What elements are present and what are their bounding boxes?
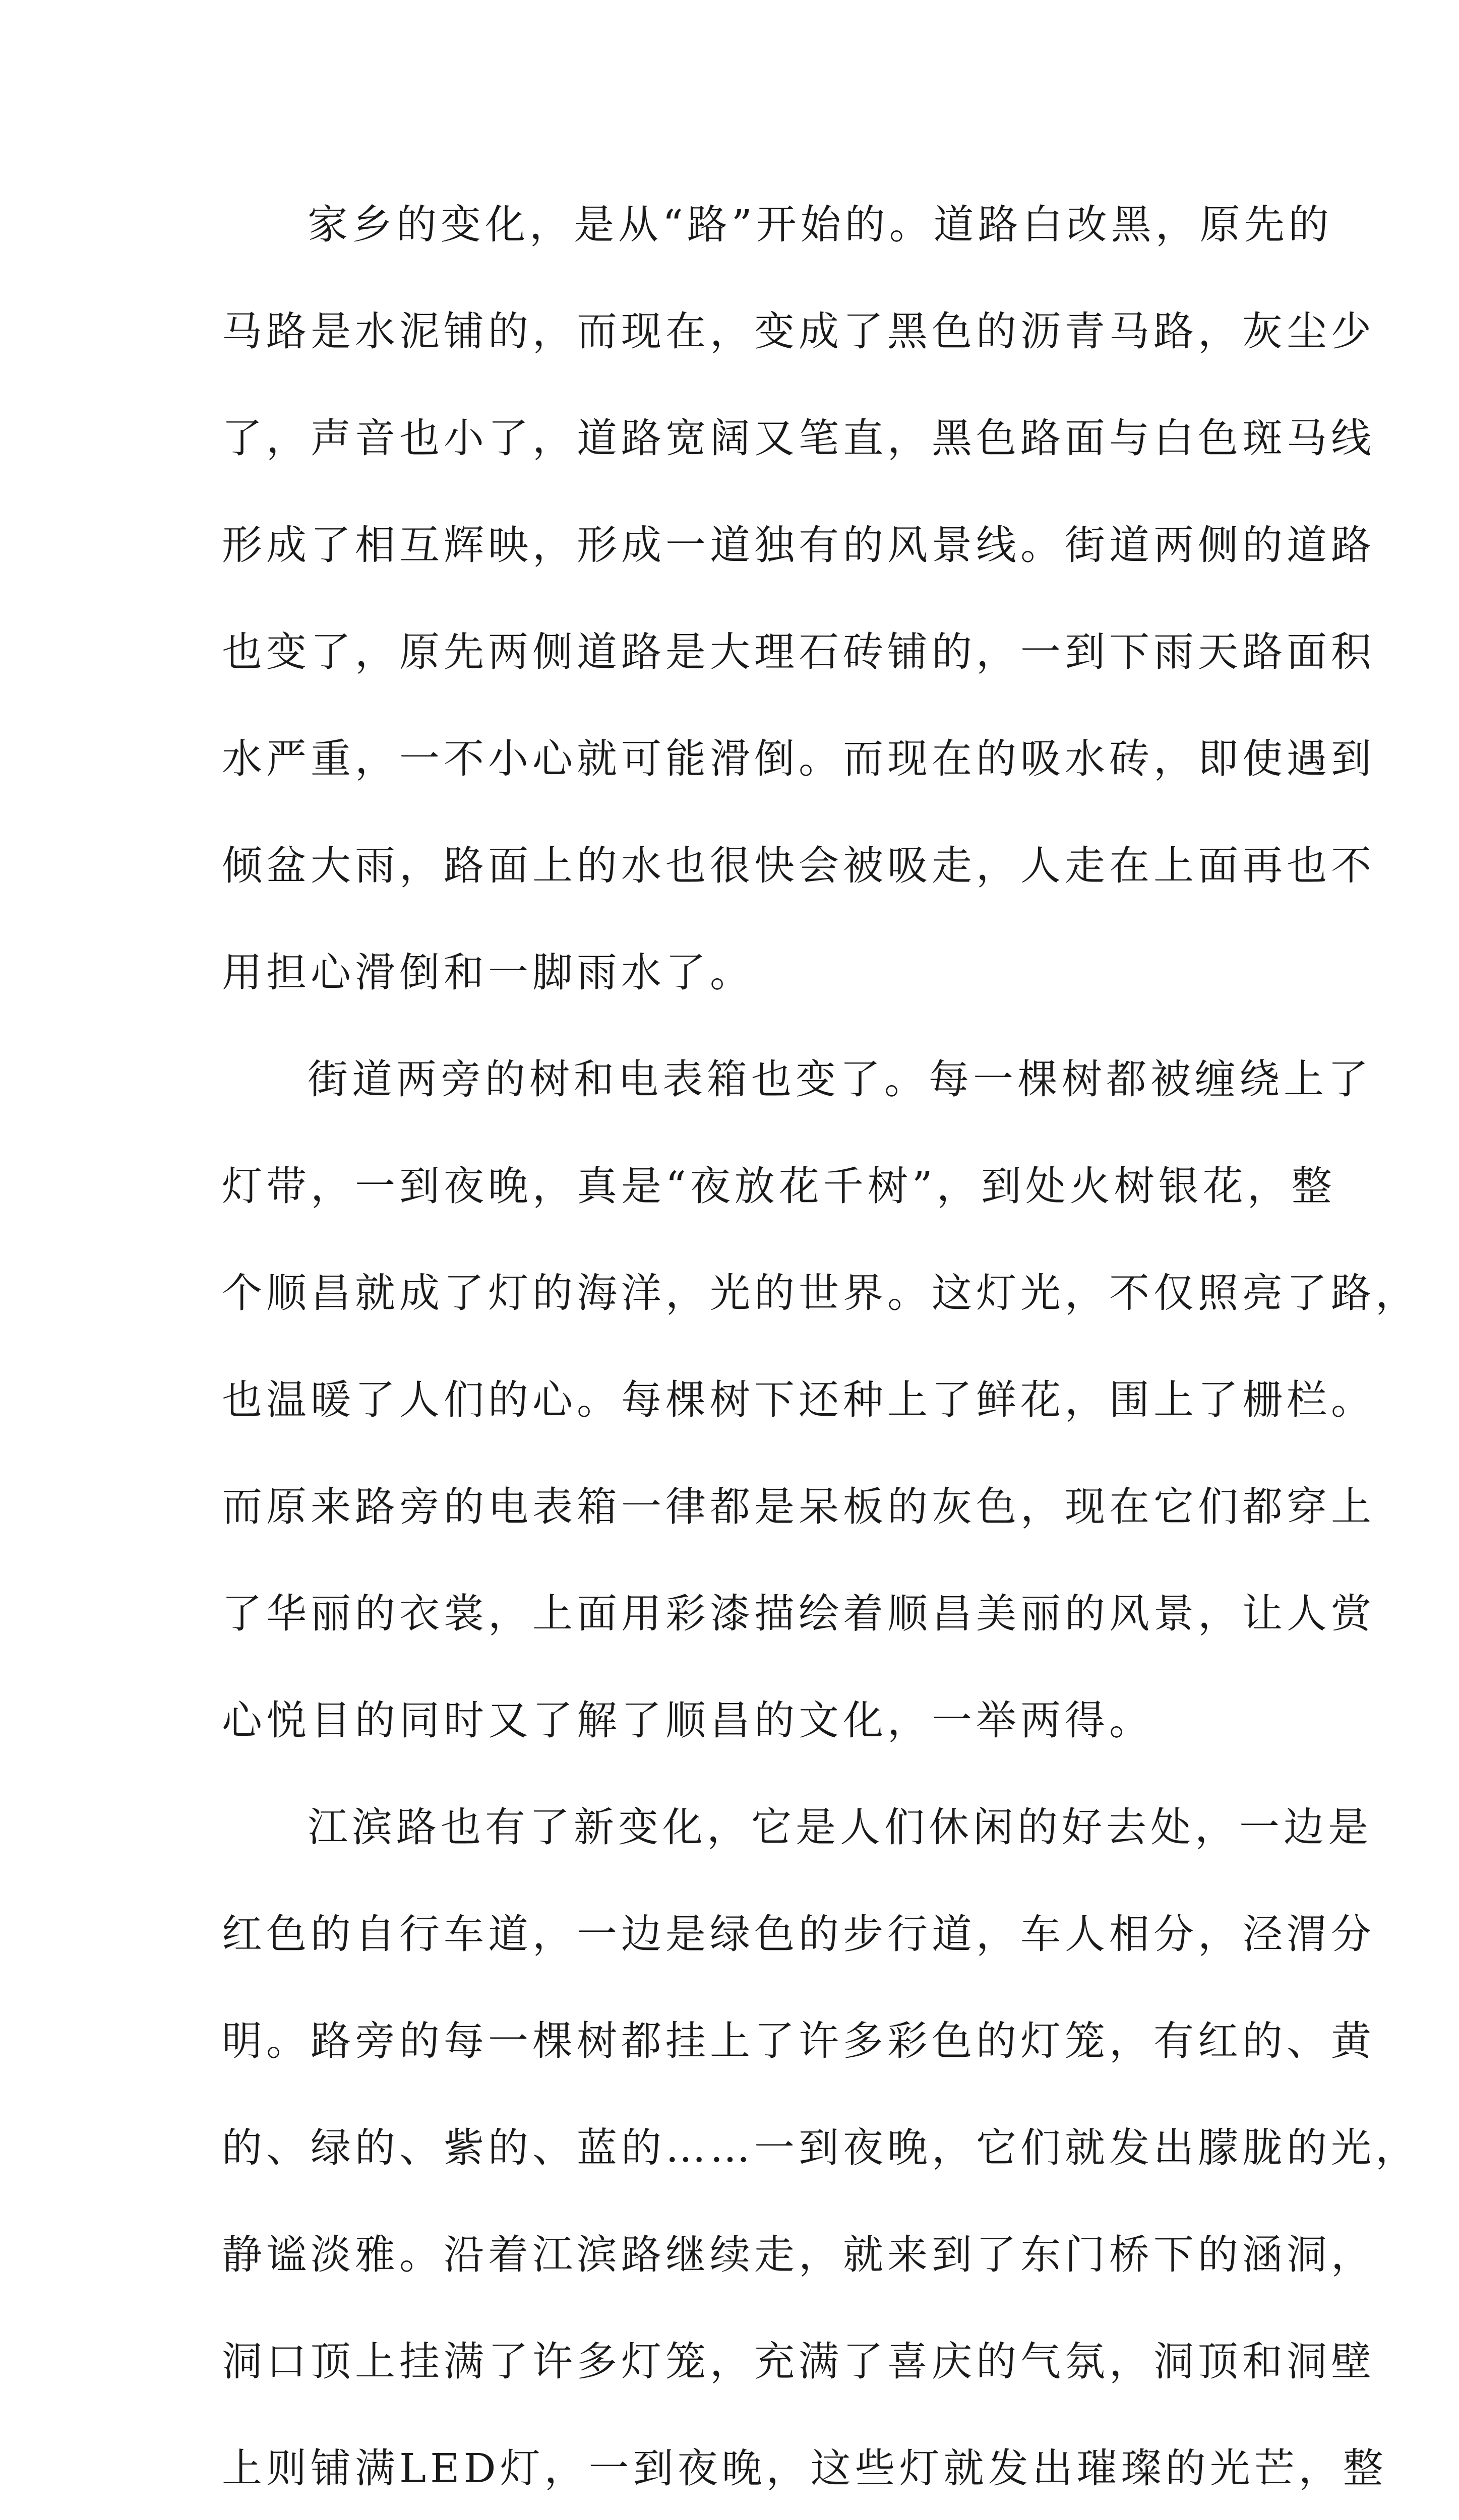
- text-line: 用担心滑倒和一脚雨水了。: [222, 949, 754, 996]
- paragraph-1: [222, 171, 1375, 1026]
- text-line: 也温暖了人们的心。每棵树下还种上了鲜花，围上了栅栏。: [222, 1376, 1375, 1423]
- paragraph-2: [222, 1026, 1420, 1774]
- text-line: 形成了相互辉映，形成一道独有的风景线。街道两侧的道路: [222, 522, 1375, 569]
- text-line: 洞口顶上挂满了许多灯笼，充满了喜庆的气氛，洞顶和洞壁: [222, 2338, 1375, 2385]
- text-line: 马路是水泥铺的，而现在，变成了黑色的沥青马路，灰尘少: [222, 308, 1375, 355]
- text-line: 明。路旁的每一棵树都挂上了许多彩色的灯笼，有红的、黄: [222, 2018, 1375, 2064]
- text-line: 倾盆大雨，路面上的水也很快会被吸走，人走在上面再也不: [222, 842, 1375, 889]
- text-line: 静谧淡雅。沿着江滨路继续走，就来到了东门桥下的涵洞，: [222, 2231, 1375, 2278]
- text-line: 心悦目的同时又了解了顺昌的文化，一举两得。: [222, 1697, 1153, 1744]
- text-line: 红色的自行车道，一边是绿色的步行道，车人相分，泾渭分: [222, 1911, 1375, 1958]
- text-line: 了，声音也小了，道路宽阔又笔直，黑色路面与白色斑马线: [222, 415, 1375, 462]
- text-line: 个顺昌就成了灯的海洋，光的世界。这灯光，不仅照亮了路，: [222, 1270, 1420, 1316]
- text-line: 灯带，一到夜晚，真是“夜放花千树”，到处火树银花，整: [222, 1163, 1336, 1210]
- essay-body: [222, 171, 1420, 2520]
- text-line: 上则铺满LED灯，一到夜晚，这些灯就发出璀璨的光芒，整: [222, 2445, 1387, 2492]
- text-line: 家乡的变化，是从“路”开始的。道路白改黑，原先的: [308, 201, 1333, 248]
- text-line: 街道两旁的树和电表箱也变了。每一棵树都被缠绕上了: [308, 1056, 1372, 1103]
- text-line: 水严重，一不小心就可能滑倒。而现在的吸水砖，即使遇到: [222, 735, 1375, 782]
- text-line: 了华丽的衣裳，上面用彩漆描绘着顺昌美丽的风景，让人赏: [222, 1590, 1375, 1637]
- paragraph-3: [222, 1774, 1420, 2520]
- text-line: 也变了，原先两侧道路是大理石砖铺的，一到下雨天路面积: [222, 628, 1375, 675]
- text-line: 而原来路旁的电表箱一律都是呆板的灰色，现在它们都穿上: [222, 1483, 1375, 1530]
- text-line: 江滨路也有了新变化，它是人们休闲的好去处，一边是: [308, 1804, 1372, 1851]
- text-line: 的、绿的、紫的、蓝的……一到夜晚，它们就发出朦胧的光，: [222, 2124, 1420, 2171]
